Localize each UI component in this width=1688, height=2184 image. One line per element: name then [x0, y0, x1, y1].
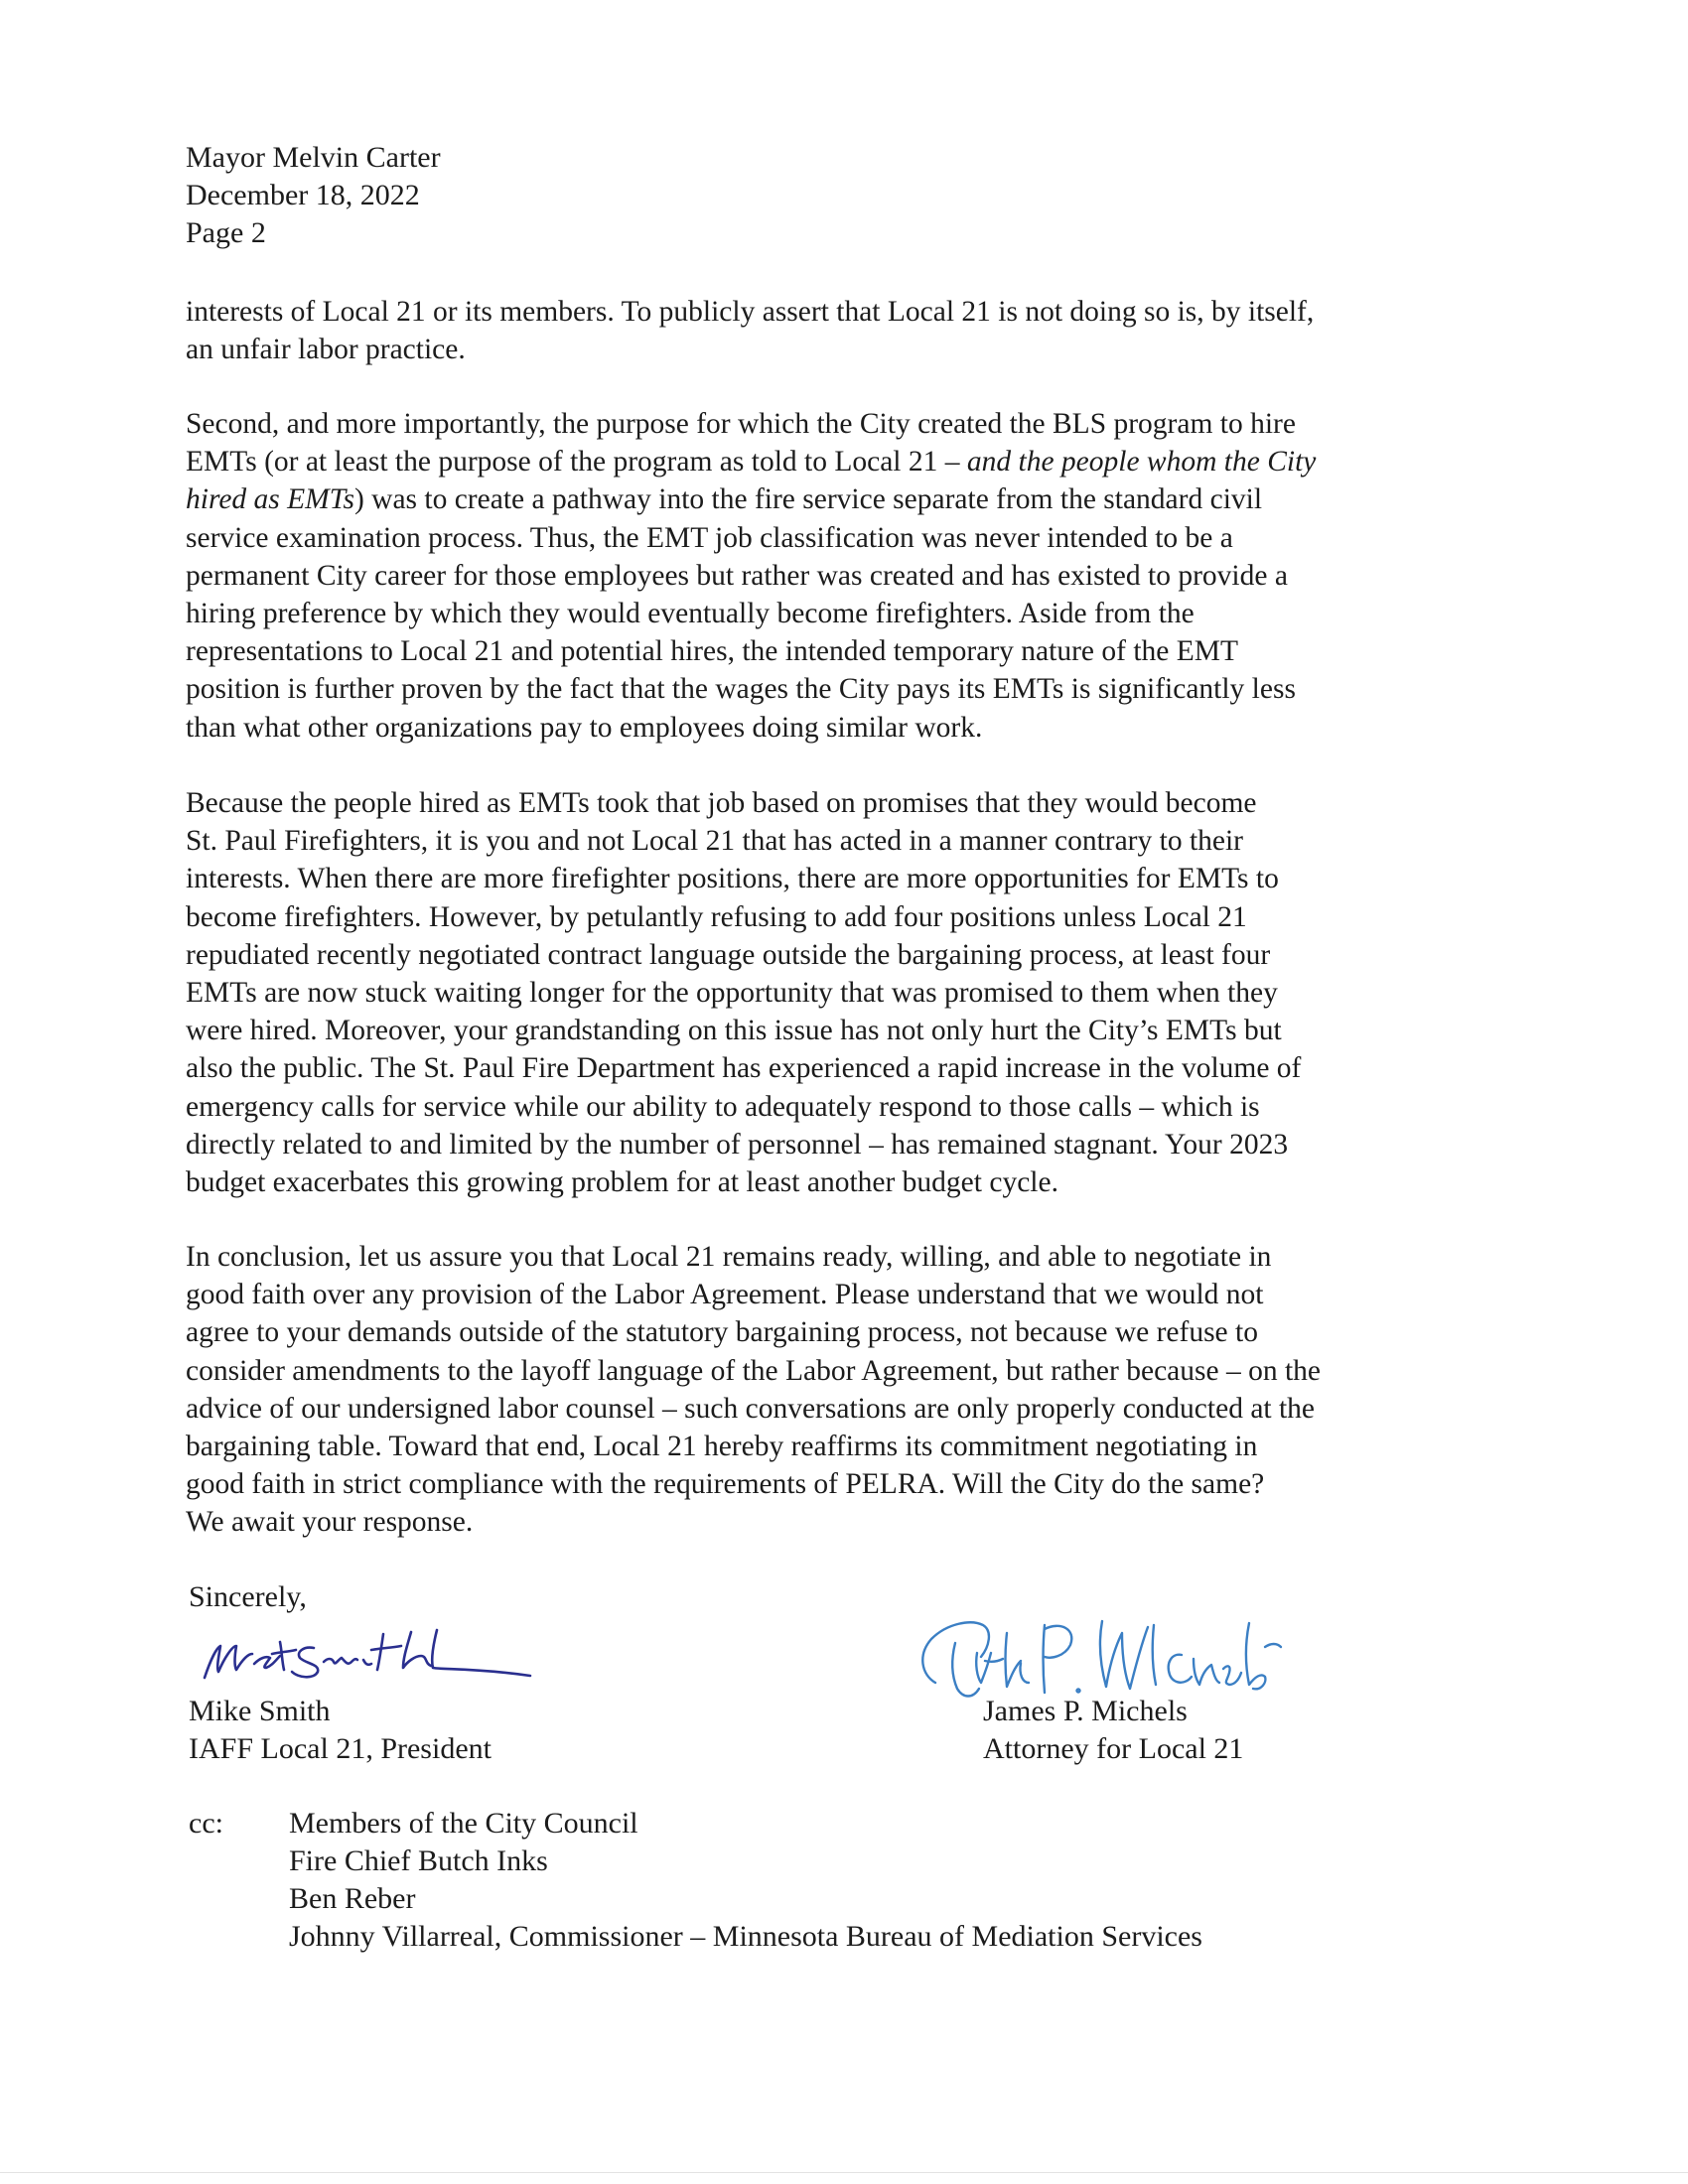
- signer-block-right: [983, 1693, 1243, 1768]
- paragraph-line: bargaining table. Toward that end, Local 21 hereby reaffirms its commitment negotiating in: [186, 1431, 1258, 1463]
- cc-recipient: Ben Reber: [289, 1882, 416, 1915]
- paragraph-line: good faith over any provision of the Labor Agreement. Please understand that we would not: [186, 1279, 1264, 1311]
- scan-edge-line: [0, 2172, 1688, 2173]
- paragraph-line: consider amendments to the layoff language of the Labor Agreement, but rather because – on the: [186, 1354, 1321, 1387]
- paragraph-1: [186, 293, 1477, 368]
- paragraph-line: permanent City career for those employees but rather was created and has existed to provide a: [186, 559, 1288, 592]
- paragraph-line: Because the people hired as EMTs took that job based on promises that they would become: [186, 787, 1257, 819]
- signer-block-left: [189, 1693, 492, 1768]
- cc-list: [289, 1805, 1202, 1956]
- paragraph-line: [186, 480, 1477, 518]
- paragraph-line: become firefighters. However, by petulantly refusing to add four positions unless Local 21: [186, 900, 1247, 933]
- signer-title: Attorney for Local 21: [983, 1732, 1244, 1765]
- paragraph-line: budget exacerbates this growing problem for at least another budget cycle.: [186, 1166, 1058, 1199]
- paragraph-line: [186, 443, 1477, 480]
- paragraph-2: [186, 405, 1477, 747]
- paragraph-line: directly related to and limited by the number of personnel – has remained stagnant. Your 2023: [186, 1128, 1289, 1160]
- signer-name: Mike Smith: [189, 1695, 331, 1727]
- signature-mike-smith: [197, 1620, 534, 1695]
- cc-recipient: Johnny Villarreal, Commissioner – Minnesota Bureau of Mediation Services: [289, 1920, 1202, 1953]
- paragraph-line: interests. When there are more firefighter positions, there are more opportunities for EMTs to: [186, 863, 1279, 895]
- paragraph-line: In conclusion, let us assure you that Local 21 remains ready, willing, and able to negotiate in: [186, 1241, 1272, 1273]
- paragraph-line: Second, and more importantly, the purpose for which the City created the BLS program to hire: [186, 408, 1296, 440]
- paragraph-line: hiring preference by which they would eventually become firefighters. Aside from the: [186, 598, 1195, 630]
- paragraph-line: than what other organizations pay to employees doing similar work.: [186, 711, 983, 744]
- signer-name: James P. Michels: [983, 1695, 1188, 1727]
- paragraph-line: advice of our undersigned labor counsel – such conversations are only properly conducted at the: [186, 1392, 1316, 1425]
- paragraph-line: an unfair labor practice.: [186, 334, 466, 366]
- paragraph-line: EMTs are now stuck waiting longer for the opportunity that was promised to them when they: [186, 977, 1278, 1010]
- paragraph-line: St. Paul Firefighters, it is you and not Local 21 that has acted in a manner contrary to their: [186, 825, 1244, 858]
- letter-date: December 18, 2022: [186, 179, 420, 211]
- paragraph-line: repudiated recently negotiated contract language outside the bargaining process, at least four: [186, 938, 1271, 971]
- paragraph-text: ) was to create a pathway into the fire service separate from the standard civil: [353, 483, 1263, 516]
- paragraph-line: also the public. The St. Paul Fire Department has experienced a rapid increase in the volume of: [186, 1052, 1302, 1085]
- paragraph-italic-text: and the people whom the City: [966, 446, 1317, 478]
- paragraph-line: interests of Local 21 or its members. To publicly assert that Local 21 is not doing so is, by itself,: [186, 296, 1315, 328]
- paragraph-line: emergency calls for service while our ability to adequately respond to those calls – which is: [186, 1090, 1260, 1123]
- paragraph-line: agree to your demands outside of the statutory bargaining process, not because we refuse to: [186, 1316, 1258, 1349]
- page-number: Page 2: [186, 216, 266, 249]
- paragraph-line: representations to Local 21 and potential hires, the intended temporary nature of the EMT: [186, 635, 1239, 668]
- paragraph-line: good faith in strict compliance with the requirements of PELRA. Will the City do the same?: [186, 1468, 1265, 1501]
- closing-salutation: Sincerely,: [189, 1580, 307, 1613]
- letter-header: [186, 139, 441, 252]
- signer-title: IAFF Local 21, President: [189, 1732, 492, 1765]
- cc-recipient: Fire Chief Butch Inks: [289, 1844, 548, 1877]
- paragraph-4: [186, 1238, 1477, 1542]
- cc-label: cc:: [189, 1807, 223, 1840]
- paragraph-text: EMTs (or at least the purpose of the program as told to Local 21 –: [186, 446, 967, 478]
- recipient-name: Mayor Melvin Carter: [186, 141, 441, 174]
- paragraph-3: [186, 784, 1477, 1201]
- paragraph-line: were hired. Moreover, your grandstanding on this issue has not only hurt the City’s EMTs but: [186, 1015, 1282, 1047]
- cc-recipient: Members of the City Council: [289, 1807, 638, 1840]
- paragraph-italic-text: hired as EMTs: [186, 483, 354, 516]
- paragraph-line: We await your response.: [186, 1506, 474, 1539]
- paragraph-line: service examination process. Thus, the EMT job classification was never intended to be a: [186, 521, 1233, 554]
- paragraph-line: position is further proven by the fact that the wages the City pays its EMTs is significantly less: [186, 673, 1296, 706]
